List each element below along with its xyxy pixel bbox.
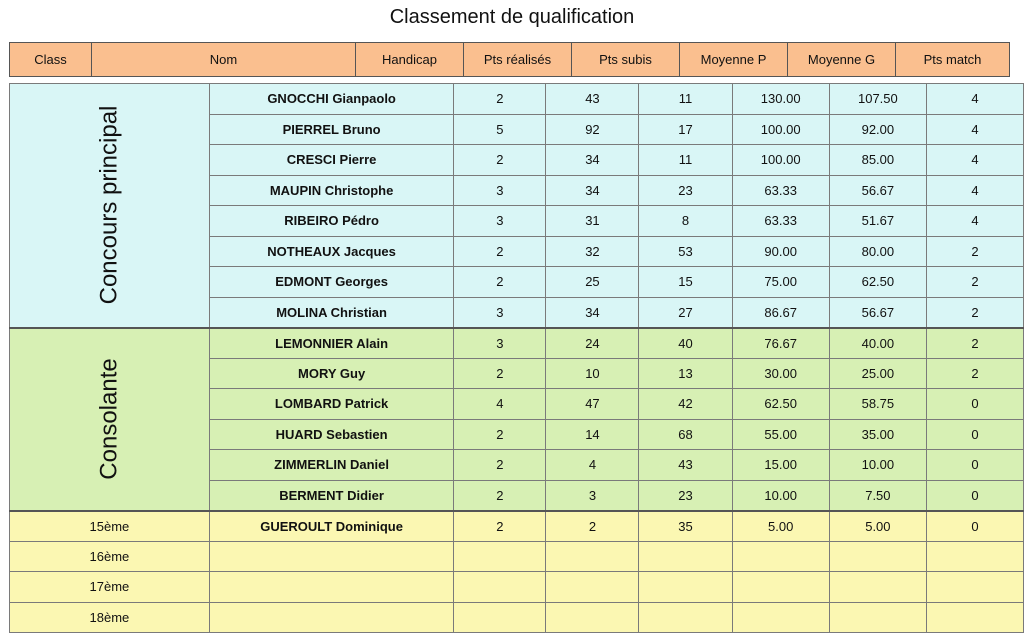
header-handicap: Handicap xyxy=(356,43,464,77)
moyenne-p-cell: 10.00 xyxy=(732,480,829,511)
moyenne-p-cell: 63.33 xyxy=(732,175,829,206)
group-consolante xyxy=(10,328,210,511)
pts-match-cell: 0 xyxy=(926,480,1023,511)
moyenne-p-cell xyxy=(732,541,829,572)
moyenne-g-cell: 92.00 xyxy=(829,114,926,145)
moyenne-p-cell: 15.00 xyxy=(732,450,829,481)
handicap-cell xyxy=(454,541,546,572)
handicap-cell: 3 xyxy=(454,206,546,237)
pts-subis-cell xyxy=(639,602,732,633)
moyenne-p-cell: 55.00 xyxy=(732,419,829,450)
pts-subis-cell: 35 xyxy=(639,511,732,542)
player-name: RIBEIRO Pédro xyxy=(209,206,454,237)
pts-subis-cell: 27 xyxy=(639,297,732,328)
header-pts-subis: Pts subis xyxy=(572,43,680,77)
player-name: GNOCCHI Gianpaolo xyxy=(209,84,454,115)
header-nom: Nom xyxy=(92,43,356,77)
moyenne-g-cell: 7.50 xyxy=(829,480,926,511)
pts-realises-cell xyxy=(546,541,639,572)
pts-realises-cell: 3 xyxy=(546,480,639,511)
player-name: NOTHEAUX Jacques xyxy=(209,236,454,267)
player-name: CRESCI Pierre xyxy=(209,145,454,176)
player-name: LEMONNIER Alain xyxy=(209,328,454,359)
moyenne-p-cell: 130.00 xyxy=(732,84,829,115)
table-row xyxy=(10,541,1024,572)
header-moyenne-p: Moyenne P xyxy=(680,43,788,77)
player-name: MOLINA Christian xyxy=(209,297,454,328)
pts-realises-cell: 24 xyxy=(546,328,639,359)
pts-match-cell: 2 xyxy=(926,358,1023,389)
player-name: GUEROULT Dominique xyxy=(209,511,454,542)
pts-subis-cell: 53 xyxy=(639,236,732,267)
table-row xyxy=(10,602,1024,633)
handicap-cell: 2 xyxy=(454,511,546,542)
moyenne-g-cell: 58.75 xyxy=(829,389,926,420)
moyenne-p-cell: 100.00 xyxy=(732,145,829,176)
pts-subis-cell: 17 xyxy=(639,114,732,145)
pts-subis-cell: 15 xyxy=(639,267,732,298)
pts-match-cell: 4 xyxy=(926,114,1023,145)
moyenne-g-cell xyxy=(829,602,926,633)
pts-subis-cell: 40 xyxy=(639,328,732,359)
pts-realises-cell xyxy=(546,602,639,633)
header-class: Class xyxy=(10,43,92,77)
pts-realises-cell: 34 xyxy=(546,175,639,206)
pts-realises-cell xyxy=(546,572,639,603)
moyenne-g-cell: 40.00 xyxy=(829,328,926,359)
pts-realises-cell: 14 xyxy=(546,419,639,450)
pts-subis-cell: 43 xyxy=(639,450,732,481)
moyenne-g-cell: 80.00 xyxy=(829,236,926,267)
player-name: HUARD Sebastien xyxy=(209,419,454,450)
pts-match-cell: 0 xyxy=(926,419,1023,450)
moyenne-g-cell: 107.50 xyxy=(829,84,926,115)
pts-subis-cell xyxy=(639,572,732,603)
moyenne-p-cell: 62.50 xyxy=(732,389,829,420)
moyenne-g-cell: 5.00 xyxy=(829,511,926,542)
player-name: LOMBARD Patrick xyxy=(209,389,454,420)
pts-subis-cell xyxy=(639,541,732,572)
moyenne-p-cell: 75.00 xyxy=(732,267,829,298)
handicap-cell: 2 xyxy=(454,84,546,115)
pts-match-cell: 4 xyxy=(926,84,1023,115)
table-row xyxy=(10,572,1024,603)
moyenne-p-cell: 90.00 xyxy=(732,236,829,267)
pts-realises-cell: 25 xyxy=(546,267,639,298)
header-table xyxy=(9,42,1010,77)
handicap-cell: 3 xyxy=(454,297,546,328)
pts-match-cell: 4 xyxy=(926,206,1023,237)
pts-match-cell: 0 xyxy=(926,450,1023,481)
player-name xyxy=(209,602,454,633)
player-name xyxy=(209,572,454,603)
pts-subis-cell: 11 xyxy=(639,84,732,115)
pts-realises-cell: 47 xyxy=(546,389,639,420)
moyenne-p-cell: 5.00 xyxy=(732,511,829,542)
handicap-cell: 2 xyxy=(454,267,546,298)
handicap-cell: 2 xyxy=(454,145,546,176)
moyenne-g-cell: 25.00 xyxy=(829,358,926,389)
pts-realises-cell: 10 xyxy=(546,358,639,389)
handicap-cell: 2 xyxy=(454,450,546,481)
moyenne-g-cell: 85.00 xyxy=(829,145,926,176)
player-name: MAUPIN Christophe xyxy=(209,175,454,206)
group-label: Concours principal xyxy=(95,105,123,305)
moyenne-g-cell: 62.50 xyxy=(829,267,926,298)
table-row xyxy=(10,84,1024,115)
group-label: Consolante xyxy=(95,358,123,480)
pts-match-cell: 2 xyxy=(926,267,1023,298)
player-name: PIERREL Bruno xyxy=(209,114,454,145)
pts-match-cell: 2 xyxy=(926,328,1023,359)
pts-match-cell xyxy=(926,602,1023,633)
moyenne-g-cell: 35.00 xyxy=(829,419,926,450)
moyenne-g-cell xyxy=(829,541,926,572)
rank-cell: 15ème xyxy=(10,511,210,542)
pts-subis-cell: 42 xyxy=(639,389,732,420)
group-concours-principal xyxy=(10,84,210,328)
handicap-cell: 2 xyxy=(454,236,546,267)
pts-match-cell xyxy=(926,541,1023,572)
moyenne-g-cell xyxy=(829,572,926,603)
table-row xyxy=(10,511,1024,542)
pts-subis-cell: 8 xyxy=(639,206,732,237)
page-title: Classement de qualification xyxy=(389,6,635,28)
player-name xyxy=(209,541,454,572)
moyenne-g-cell: 56.67 xyxy=(829,297,926,328)
rank-cell: 18ème xyxy=(10,602,210,633)
pts-match-cell: 0 xyxy=(926,389,1023,420)
rank-cell: 16ème xyxy=(10,541,210,572)
handicap-cell: 4 xyxy=(454,389,546,420)
pts-match-cell xyxy=(926,572,1023,603)
pts-match-cell: 4 xyxy=(926,145,1023,176)
handicap-cell: 5 xyxy=(454,114,546,145)
pts-subis-cell: 13 xyxy=(639,358,732,389)
pts-realises-cell: 32 xyxy=(546,236,639,267)
pts-realises-cell: 2 xyxy=(546,511,639,542)
header-pts-match: Pts match xyxy=(896,43,1010,77)
pts-match-cell: 2 xyxy=(926,236,1023,267)
player-name: ZIMMERLIN Daniel xyxy=(209,450,454,481)
moyenne-p-cell: 63.33 xyxy=(732,206,829,237)
handicap-cell: 2 xyxy=(454,480,546,511)
player-name: EDMONT Georges xyxy=(209,267,454,298)
pts-realises-cell: 31 xyxy=(546,206,639,237)
header-moyenne-g: Moyenne G xyxy=(788,43,896,77)
handicap-cell: 3 xyxy=(454,328,546,359)
pts-realises-cell: 34 xyxy=(546,297,639,328)
moyenne-g-cell: 10.00 xyxy=(829,450,926,481)
pts-subis-cell: 11 xyxy=(639,145,732,176)
ranking-table xyxy=(9,83,1024,633)
handicap-cell: 2 xyxy=(454,419,546,450)
player-name: MORY Guy xyxy=(209,358,454,389)
pts-match-cell: 0 xyxy=(926,511,1023,542)
pts-subis-cell: 68 xyxy=(639,419,732,450)
pts-match-cell: 2 xyxy=(926,297,1023,328)
pts-subis-cell: 23 xyxy=(639,175,732,206)
pts-realises-cell: 92 xyxy=(546,114,639,145)
handicap-cell xyxy=(454,602,546,633)
moyenne-p-cell: 100.00 xyxy=(732,114,829,145)
pts-subis-cell: 23 xyxy=(639,480,732,511)
header-pts-realises: Pts réalisés xyxy=(464,43,572,77)
table-row xyxy=(10,328,1024,359)
pts-realises-cell: 34 xyxy=(546,145,639,176)
moyenne-p-cell: 86.67 xyxy=(732,297,829,328)
pts-match-cell: 4 xyxy=(926,175,1023,206)
player-name: BERMENT Didier xyxy=(209,480,454,511)
header-row xyxy=(10,43,1010,77)
rank-cell: 17ème xyxy=(10,572,210,603)
moyenne-p-cell xyxy=(732,602,829,633)
handicap-cell: 2 xyxy=(454,358,546,389)
pts-realises-cell: 4 xyxy=(546,450,639,481)
moyenne-p-cell: 76.67 xyxy=(732,328,829,359)
handicap-cell xyxy=(454,572,546,603)
moyenne-p-cell: 30.00 xyxy=(732,358,829,389)
moyenne-g-cell: 56.67 xyxy=(829,175,926,206)
moyenne-p-cell xyxy=(732,572,829,603)
pts-realises-cell: 43 xyxy=(546,84,639,115)
moyenne-g-cell: 51.67 xyxy=(829,206,926,237)
handicap-cell: 3 xyxy=(454,175,546,206)
